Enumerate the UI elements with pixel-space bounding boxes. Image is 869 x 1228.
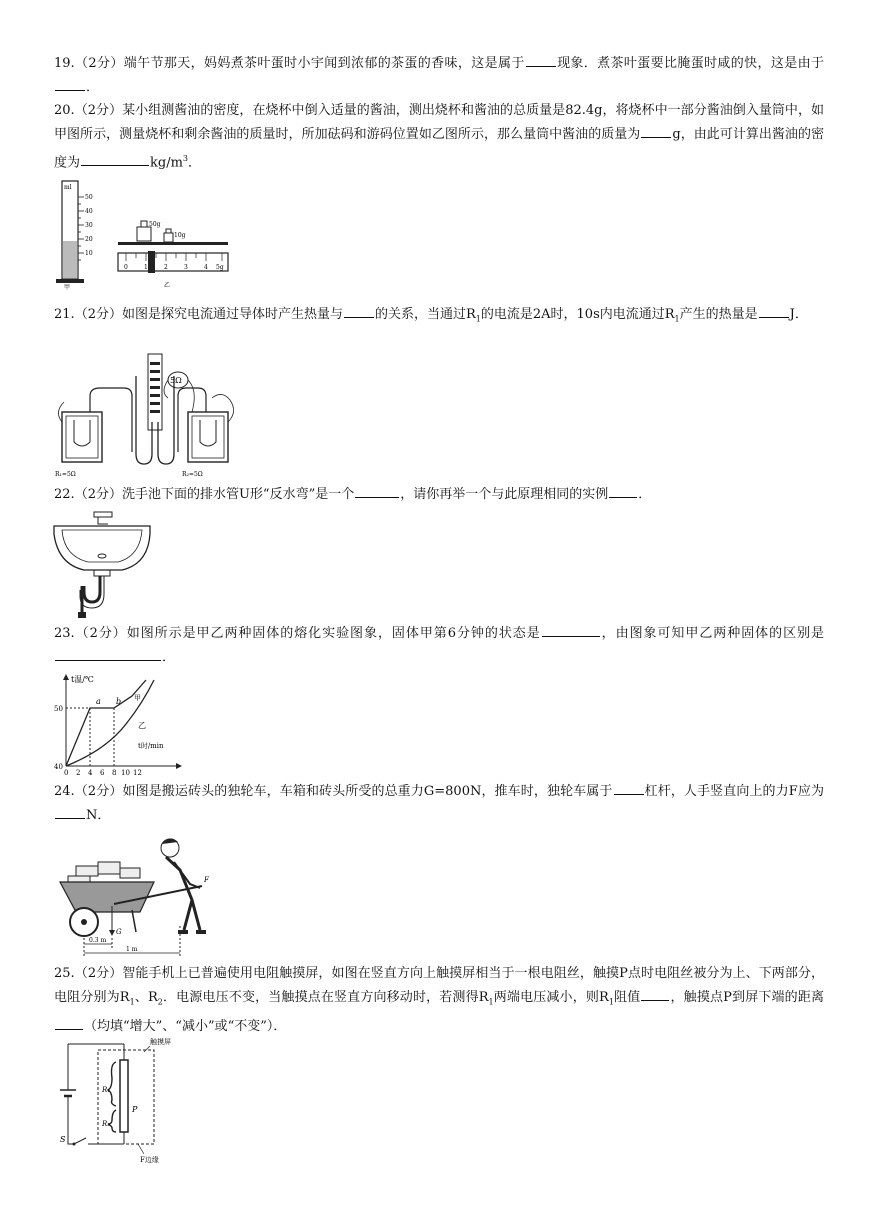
question-score: （2分） <box>74 626 127 641</box>
answer-blank[interactable] <box>55 646 161 661</box>
point-label-a: a <box>96 697 101 706</box>
svg-text:2: 2 <box>164 264 168 271</box>
svg-text:50: 50 <box>54 705 63 713</box>
question-number: 19. <box>54 56 75 71</box>
resistor-label-r1: R₁ <box>102 1086 111 1094</box>
force-label-g: G <box>116 928 122 936</box>
svg-text:2: 2 <box>76 769 81 777</box>
question-number: 22. <box>54 487 75 502</box>
question-24: 24.（2分）如图是搬运砖头的独轮车，车箱和砖头所受的总重力G=800N，推车时，独轮车属于 杠杆，人手竖直向上的力F应为N． <box>54 780 824 828</box>
weight-50g: 50g <box>149 221 161 228</box>
question-number: 23. <box>54 626 75 641</box>
question-25: 25.（2分）智能手机上已普遍使用电阻触摸屏，如图在竖直方向上触摸屏相当于一根电阻丝，触摸P点时电阻丝被分为上、下两部分，电阻分别为$R_1$、$R_2$．电源电压不变，当触摸点在竖直方向移动时，若测得$R_1$两端电压减小，则$R_1$阻值 ，触摸点P到屏下端的距离（均填“增大”、“减小”或“不变”）． <box>54 966 824 1034</box>
answer-blank[interactable] <box>609 483 637 498</box>
svg-text:10: 10 <box>85 250 93 257</box>
edge-label: F边缘 <box>140 1156 159 1164</box>
figure-label-jia: 甲 <box>64 284 71 290</box>
answer-blank[interactable] <box>542 622 600 637</box>
series-label-jia: 甲 <box>134 694 141 702</box>
svg-text:0: 0 <box>64 769 69 777</box>
svg-text:10: 10 <box>121 769 130 777</box>
point-label-b: b <box>116 697 122 706</box>
answer-blank[interactable] <box>344 303 374 318</box>
distance-label-1m: 1 m <box>126 946 138 953</box>
svg-text:50: 50 <box>85 194 93 201</box>
answer-blank[interactable] <box>641 123 671 138</box>
question-20: 20.（2分）某小组测酱油的密度，在烧杯中倒入适量的酱油，测出烧杯和酱油的总质量是82.4g，将烧杯中一部分酱油倒入量筒中，如甲图所示，测量烧杯和剩余酱油的质量时，所加砝码和游码位置如乙图所示，那么量筒中酱油的质量为 g，由此可计算出酱油的密度为 $kg/m^3$． <box>54 103 824 171</box>
question-score: （2分） <box>74 56 124 71</box>
svg-text:12: 12 <box>133 769 142 777</box>
figure-23-melting-graph <box>54 670 184 780</box>
svg-text:3: 3 <box>184 264 188 271</box>
question-23: 23.（2分）如图所示是甲乙两种固体的熔化实验图象，固体甲第6分钟的状态是 ，由图象可知甲乙两种固体的区别是． <box>54 622 824 670</box>
svg-text:30: 30 <box>85 222 93 229</box>
chart-ylabel: t温/℃ <box>71 675 94 684</box>
svg-text:0: 0 <box>124 264 128 271</box>
series-label-yi: 乙 <box>138 721 146 730</box>
figure-21-heating-apparatus <box>52 352 242 480</box>
svg-text:40: 40 <box>85 208 93 215</box>
resistor-label-top: 5Ω <box>170 376 182 385</box>
figure-22-sink-drain <box>52 510 152 620</box>
answer-blank[interactable] <box>81 151 149 166</box>
svg-text:6: 6 <box>100 769 105 777</box>
question-number: 21. <box>54 307 75 322</box>
figure-24-wheelbarrow <box>54 830 214 960</box>
question-score: （2分） <box>74 784 123 799</box>
answer-blank[interactable] <box>355 483 399 498</box>
question-score: （2分） <box>74 103 123 118</box>
question-22: 22.（2分）洗手池下面的排水管U形“反水弯”是一个 ，请你再举一个与此原理相同的实例 ． <box>54 483 824 507</box>
force-label-f: F <box>204 876 209 884</box>
question-number: 25. <box>54 966 75 981</box>
svg-text:20: 20 <box>85 236 93 243</box>
figure-label-yi: 乙 <box>164 282 171 289</box>
question-19: 19.（2分）端午节那天，妈妈煮茶叶蛋时小宇闻到浓郁的茶蛋的香味，这是属于 现象．煮茶叶蛋要比腌蛋时咸的快，这是由于． <box>54 52 824 100</box>
figure-20-cylinder-balance <box>54 175 244 290</box>
svg-text:8: 8 <box>112 769 117 777</box>
touch-point-label-p: P <box>132 1105 138 1114</box>
svg-text:40: 40 <box>54 763 63 771</box>
answer-blank[interactable] <box>759 303 789 318</box>
distance-label-0-3m: 0.3 m <box>89 937 107 944</box>
cylinder-unit: ml <box>64 184 72 191</box>
chart-xlabel: t时/min <box>138 742 164 750</box>
answer-blank[interactable] <box>55 1015 83 1030</box>
question-number: 20. <box>54 103 75 118</box>
question-number: 24. <box>54 784 75 799</box>
question-score: （2分） <box>74 487 122 502</box>
weight-10g: 10g <box>174 232 186 239</box>
question-21: 21.（2分）如图是探究电流通过导体时产生热量与 的关系，当通过$R_1$的电流是2A时，10s内电流通过$R_1$产生的热量是 J． <box>54 303 824 332</box>
answer-blank[interactable] <box>641 986 669 1001</box>
answer-blank[interactable] <box>614 780 644 795</box>
answer-blank[interactable] <box>55 804 85 819</box>
question-score: （2分） <box>74 307 122 322</box>
figure-25-touch-screen-circuit <box>54 1034 184 1164</box>
answer-blank[interactable] <box>526 52 556 67</box>
resistor-label-r1: R₁=5Ω <box>55 471 76 478</box>
screen-label: 触摸屏 <box>150 1038 171 1046</box>
resistor-label-r2: R₂ <box>102 1120 111 1128</box>
svg-text:5g: 5g <box>216 264 224 271</box>
question-score: （2分） <box>74 966 123 981</box>
resistor-label-r2: R₂=5Ω <box>182 471 203 478</box>
answer-blank[interactable] <box>55 76 85 91</box>
svg-text:1: 1 <box>144 264 148 271</box>
switch-label-s: S <box>60 1135 66 1144</box>
svg-text:4: 4 <box>204 264 208 271</box>
svg-text:4: 4 <box>88 769 93 777</box>
